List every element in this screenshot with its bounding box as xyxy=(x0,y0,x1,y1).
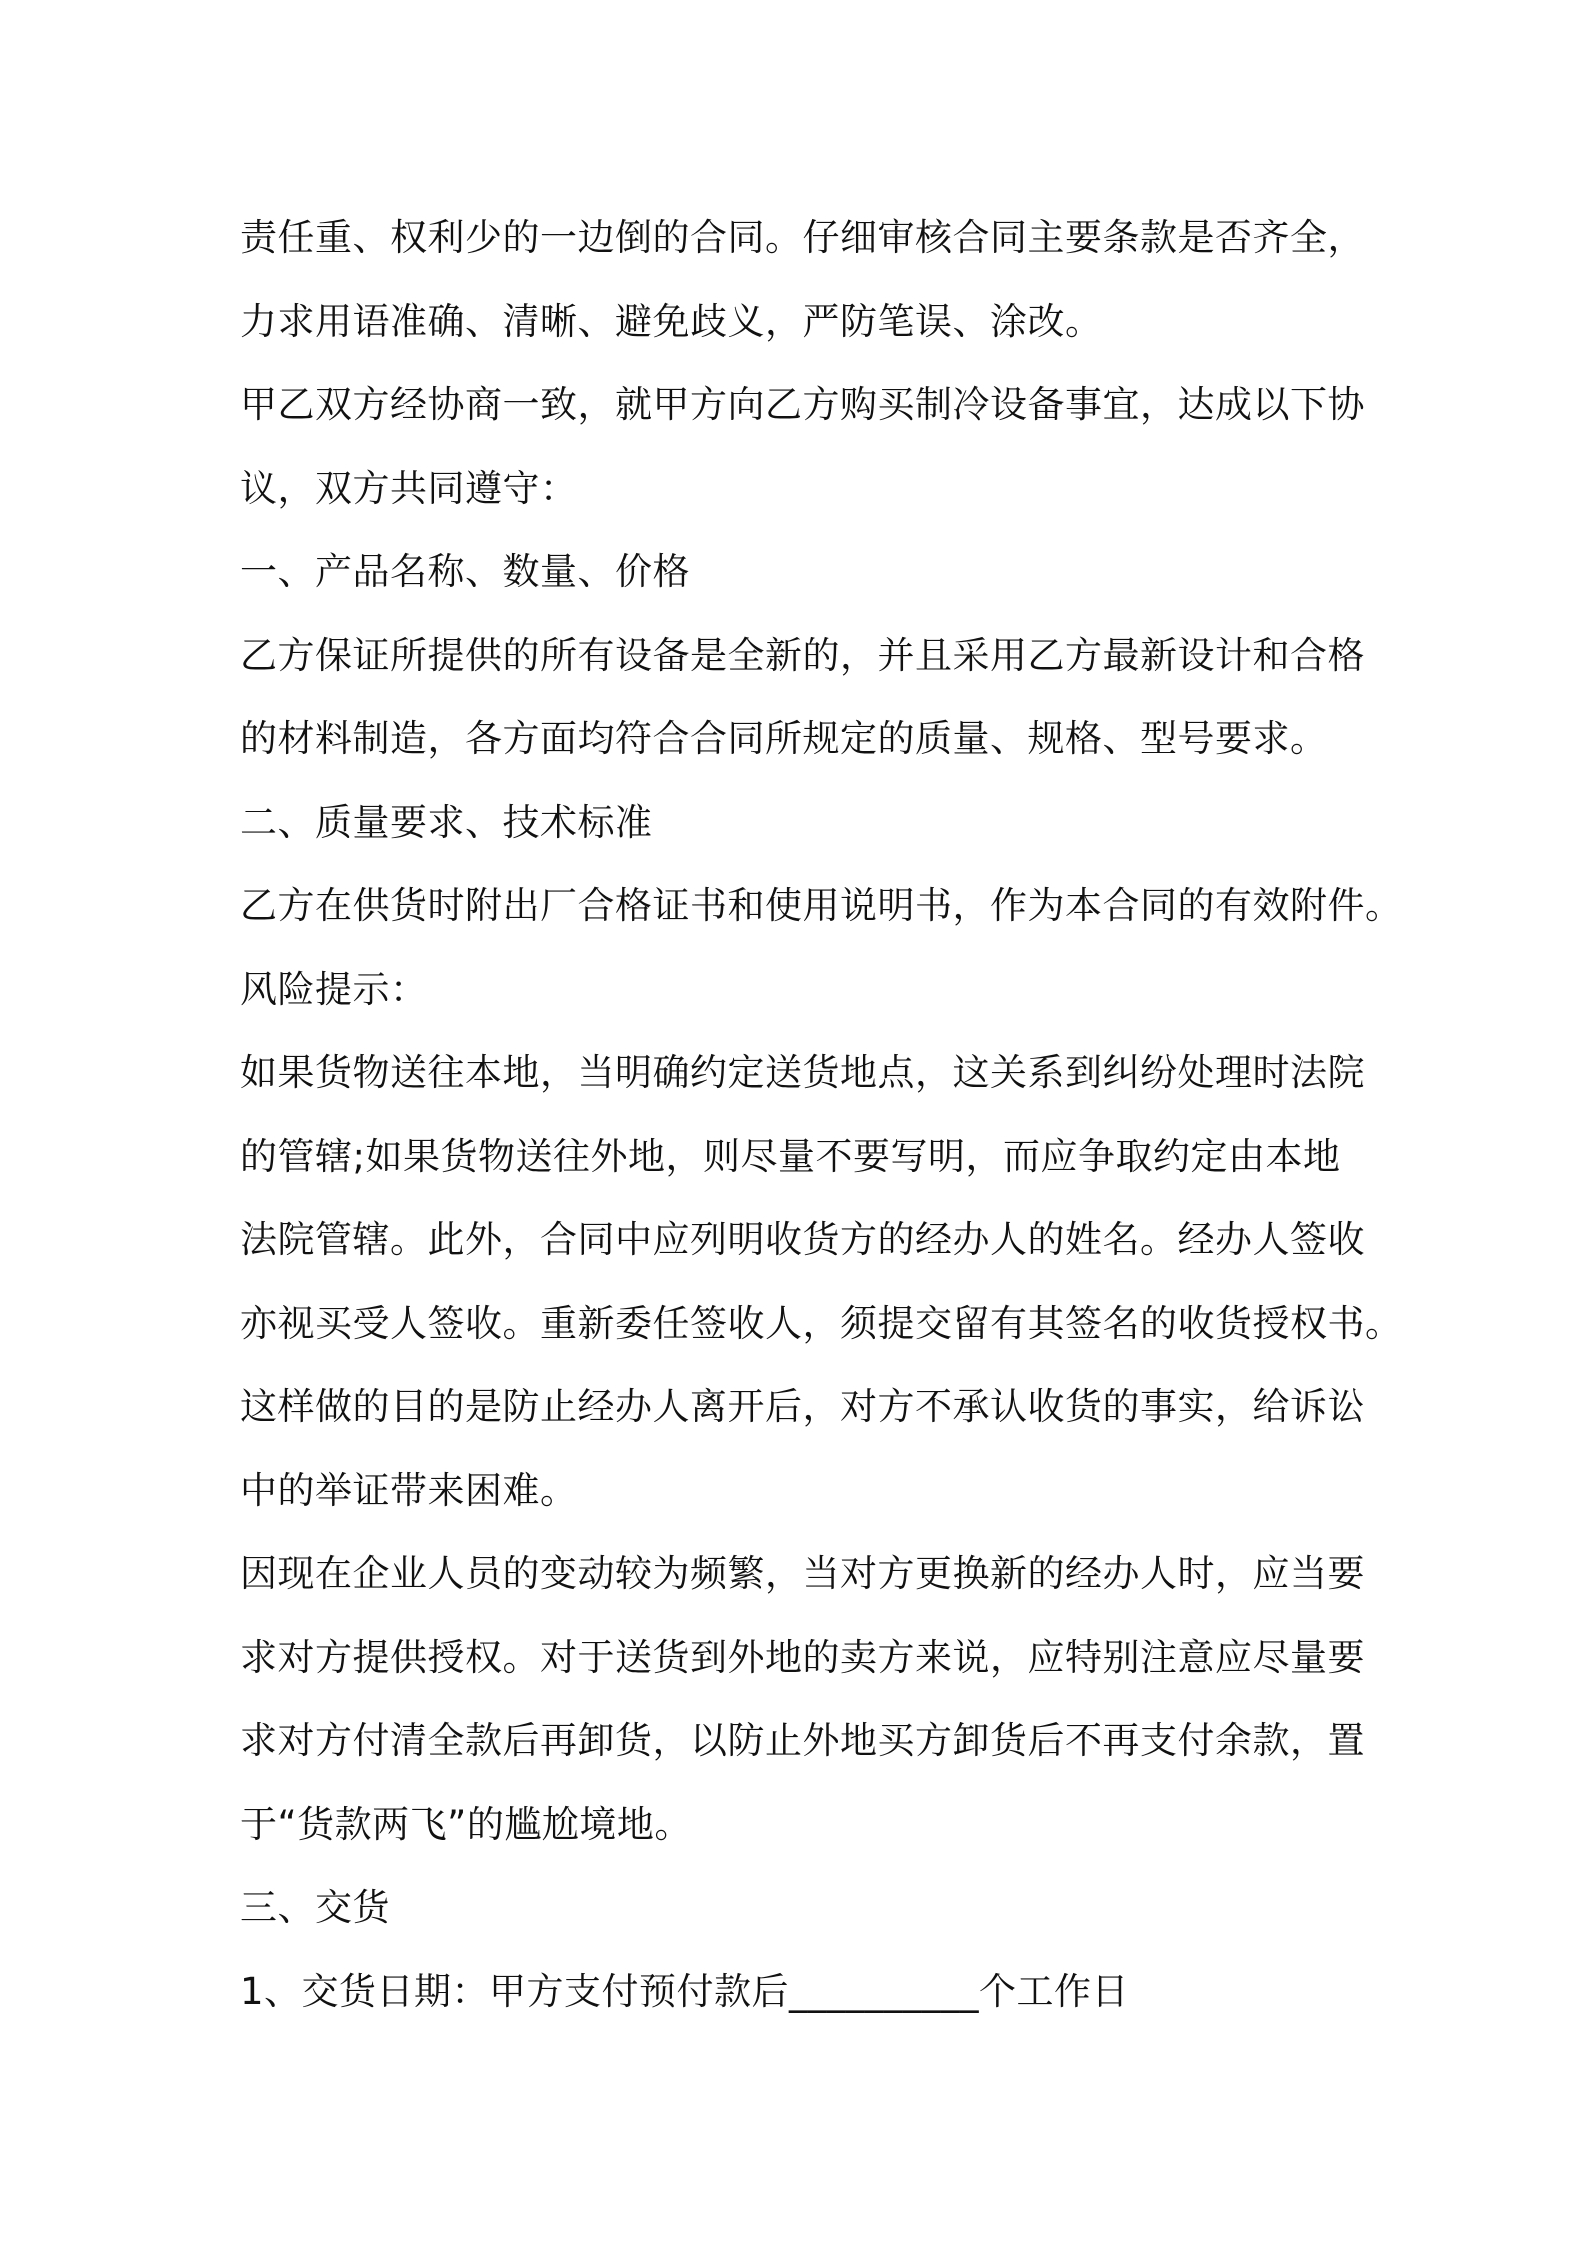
paragraph-line: 求对方提供授权。对于送货到外地的卖方来说，应特别注意应尽量要 xyxy=(240,1635,1365,1679)
paragraph-line: 如果货物送往本地，当明确约定送货地点，这关系到纠纷处理时法院 xyxy=(240,1051,1365,1094)
paragraph-line: 中的举证带来困难。 xyxy=(240,1468,578,1512)
paragraph-line: 的材料制造，各方面均符合合同所规定的质量、规格、型号要求。 xyxy=(240,717,1328,760)
paragraph-line: 于“货款两飞”的尴尬境地。 xyxy=(240,1802,692,1846)
paragraph-line: 议，双方共同遵守： xyxy=(240,466,578,510)
paragraph-line: 法院管辖。此外，合同中应列明收货方的经办人的姓名。经办人签收 xyxy=(240,1218,1365,1261)
document-body xyxy=(240,196,1403,2033)
risk-tip-label: 风险提示： xyxy=(240,967,428,1011)
paragraph-line: 责任重、权利少的一边倒的合同。仔细审核合同主要条款是否齐全， xyxy=(240,216,1365,259)
paragraph-line: 因现在企业人员的变动较为频繁，当对方更换新的经办人时，应当要 xyxy=(240,1552,1365,1595)
paragraph-line: 求对方付清全款后再卸货，以防止外地买方卸货后不再支付余款，置 xyxy=(240,1719,1365,1762)
paragraph-line: 乙方保证所提供的所有设备是全新的，并且采用乙方最新设计和合格 xyxy=(240,633,1365,677)
section-heading: 一、产品名称、数量、价格 xyxy=(240,550,690,593)
paragraph-line: 1、交货日期：甲方支付预付款后__________个工作日 xyxy=(240,1969,1130,2013)
paragraph-line: 这样做的目的是防止经办人离开后，对方不承认收货的事实，给诉讼 xyxy=(240,1385,1365,1428)
paragraph-line: 亦视买受人签收。重新委任签收人，须提交留有其签名的收货授权书。 xyxy=(240,1301,1403,1345)
paragraph-line: 乙方在供货时附出厂合格证书和使用说明书，作为本合同的有效附件。 xyxy=(240,884,1403,927)
section-heading: 三、交货 xyxy=(240,1886,390,1929)
paragraph-line: 力求用语准确、清晰、避免歧义，严防笔误、涂改。 xyxy=(240,299,1103,343)
paragraph-line: 的管辖;如果货物送往外地，则尽量不要写明，而应争取约定由本地 xyxy=(240,1134,1341,1178)
paragraph-line: 甲乙双方经协商一致，就甲方向乙方购买制冷设备事宜，达成以下协 xyxy=(240,383,1365,426)
section-heading: 二、质量要求、技术标准 xyxy=(240,800,653,844)
